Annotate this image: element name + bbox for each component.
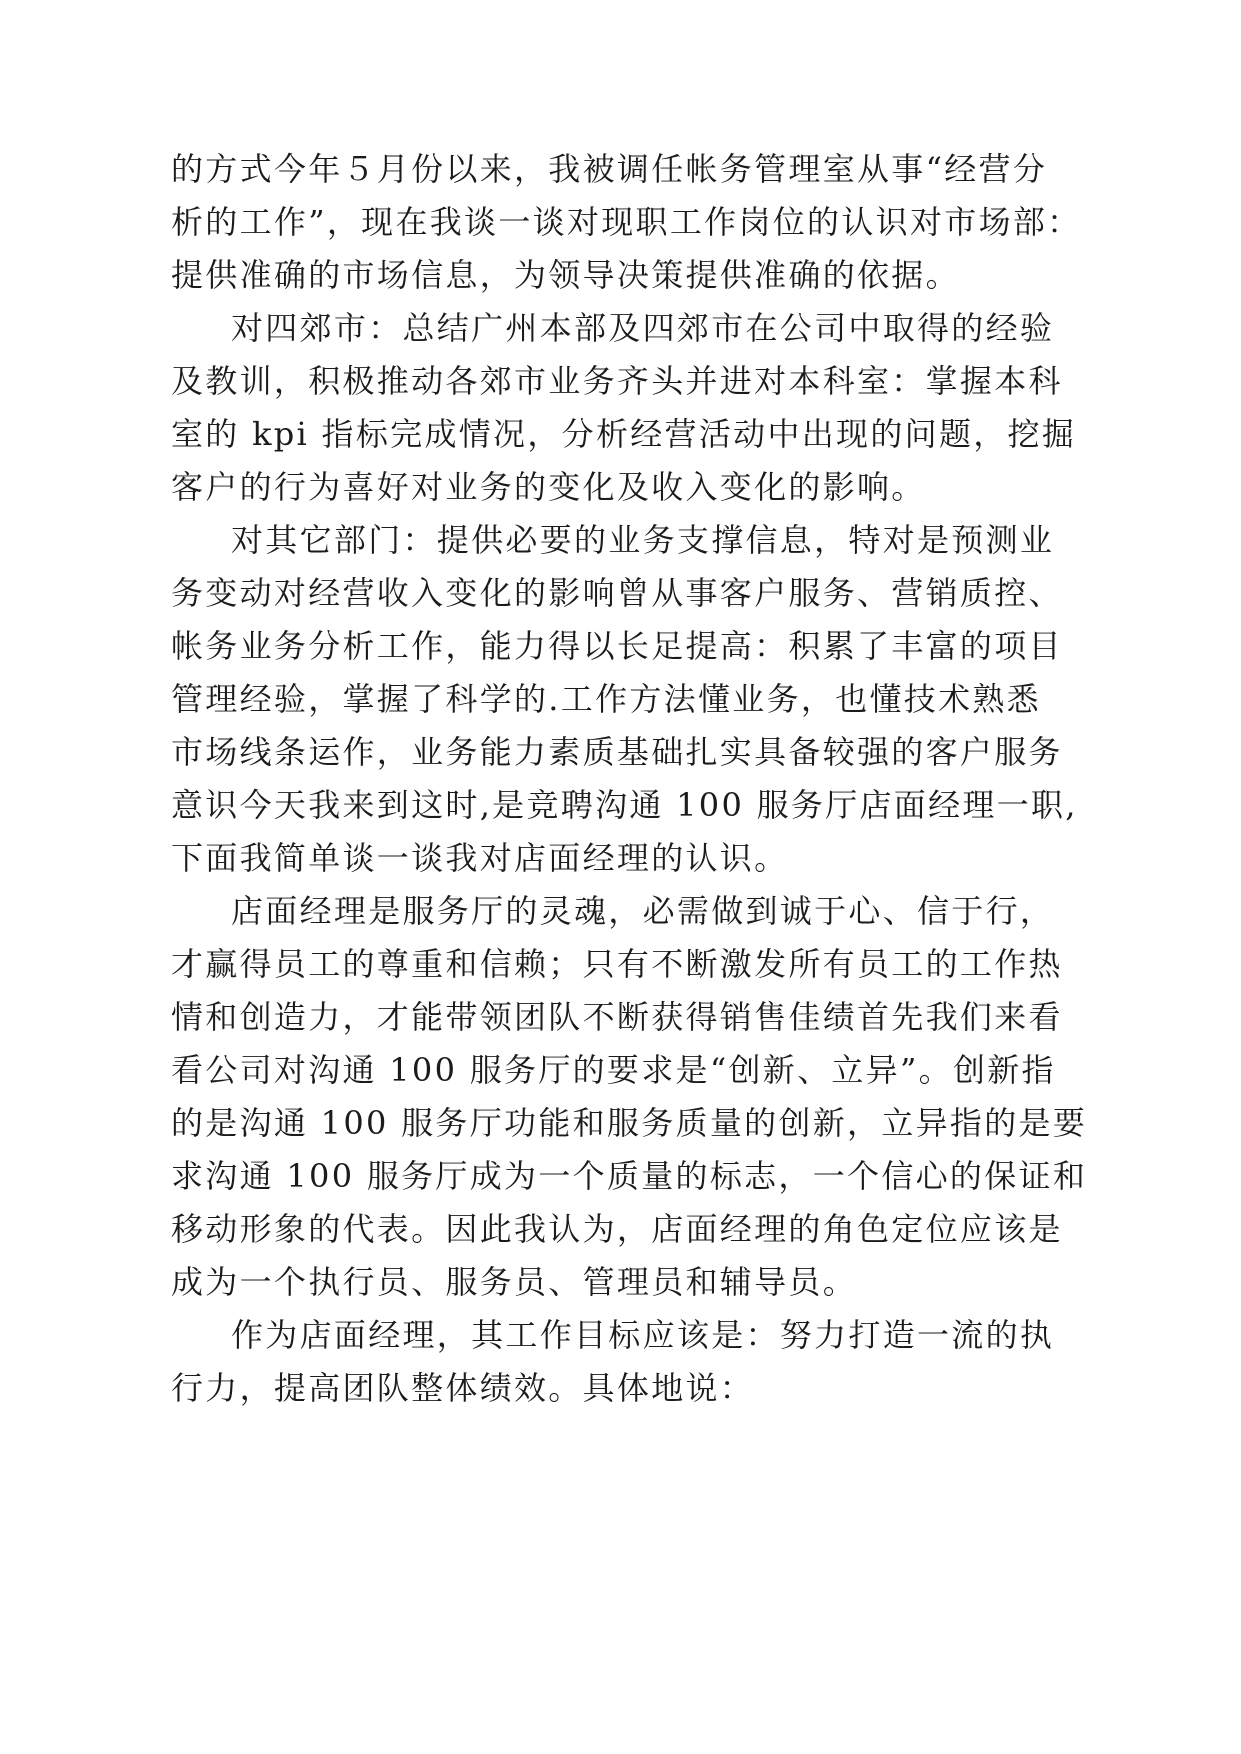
text-line: 意识今天我来到这时,是竞聘沟通 100 服务厅店面经理一职, <box>171 786 1078 824</box>
text-line: 帐务业务分析工作，能力得以长足提高：积累了丰富的项目 <box>171 627 1063 665</box>
text-line: 移动形象的代表。因此我认为，店面经理的角色定位应该是 <box>171 1210 1063 1248</box>
text-line: 看公司对沟通 100 服务厅的要求是“创新、立异”。创新指 <box>171 1051 1056 1089</box>
text-line: 作为店面经理，其工作目标应该是：努力打造一流的执 <box>231 1316 1055 1354</box>
text-line: 提供准确的市场信息，为领导决策提供准确的依据。 <box>171 256 960 294</box>
text-line: 行力，提高团队整体绩效。具体地说： <box>171 1369 755 1407</box>
text-line: 对其它部门：提供必要的业务支撑信息，特对是预测业 <box>231 521 1055 559</box>
text-line: 成为一个执行员、服务员、管理员和辅导员。 <box>171 1263 858 1301</box>
text-line: 室的 kpi 指标完成情况，分析经营活动中出现的问题，挖掘 <box>171 415 1077 453</box>
text-line: 及教训，积极推动各郊市业务齐头并进对本科室：掌握本科 <box>171 362 1063 400</box>
text-line: 下面我简单谈一谈我对店面经理的认识。 <box>171 839 789 877</box>
text-line: 务变动对经营收入变化的影响曾从事客户服务、营销质控、 <box>171 574 1063 612</box>
text-line: 对四郊市：总结广州本部及四郊市在公司中取得的经验 <box>231 309 1055 347</box>
text-line: 客户的行为喜好对业务的变化及收入变化的影响。 <box>171 468 926 506</box>
text-line: 析的工作”，现在我谈一谈对现职工作岗位的认识对市场部： <box>171 203 1082 241</box>
text-line: 的方式今年５月份以来，我被调任帐务管理室从事“经营分 <box>171 150 1048 188</box>
text-line: 管理经验，掌握了科学的.工作方法懂业务，也懂技术熟悉 <box>171 680 1041 718</box>
text-line: 情和创造力，才能带领团队不断获得销售佳绩首先我们来看 <box>171 998 1063 1036</box>
text-line: 市场线条运作，业务能力素质基础扎实具备较强的客户服务 <box>171 733 1063 771</box>
text-line: 求沟通 100 服务厅成为一个质量的标志，一个信心的保证和 <box>171 1157 1088 1195</box>
text-line: 店面经理是服务厅的灵魂，必需做到诚于心、信于行， <box>231 892 1055 930</box>
text-line: 才赢得员工的尊重和信赖；只有不断激发所有员工的工作热 <box>171 945 1063 983</box>
text-line: 的是沟通 100 服务厅功能和服务质量的创新，立异指的是要 <box>171 1104 1088 1142</box>
